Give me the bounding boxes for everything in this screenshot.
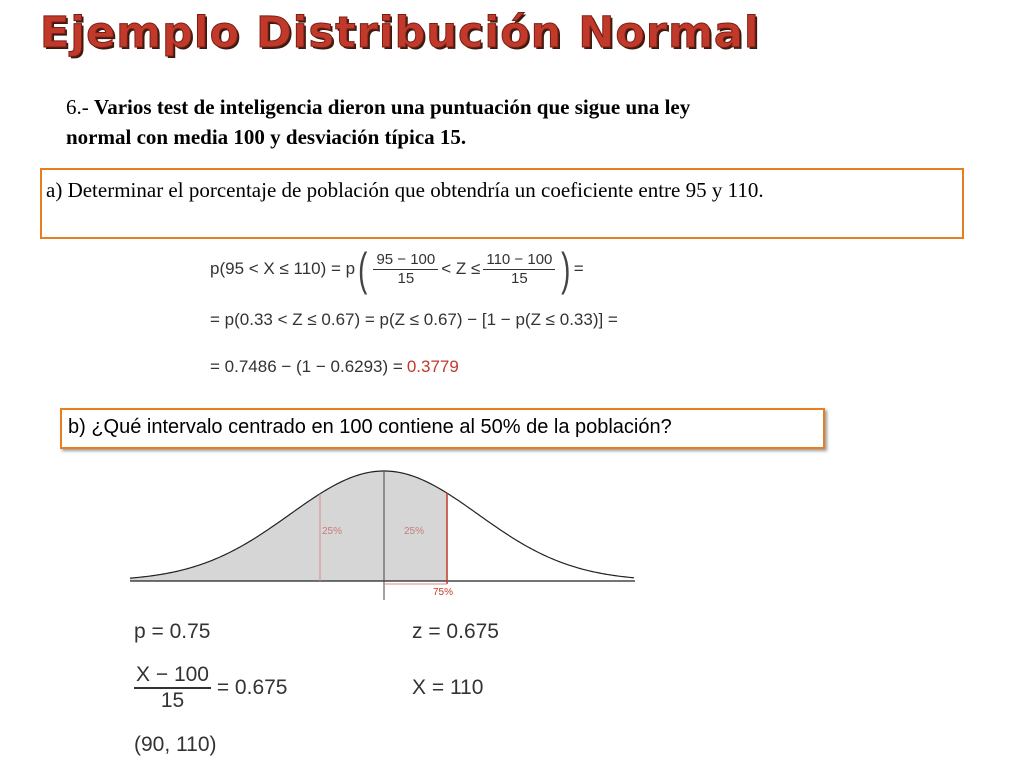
result-x-equation [134, 663, 287, 713]
eq1-end: = [573, 259, 584, 278]
problem-line-1: Varios test de inteligencia dieron una puntuación que sigue una ley [94, 95, 691, 119]
eq1-f2-num: 110 − 100 [483, 251, 555, 270]
shaded-area [130, 471, 447, 581]
eq1-fraction-2 [483, 251, 555, 288]
equation-line-2: = p(0.33 < Z ≤ 0.67) = p(Z ≤ 0.67) − [1 − p(Z ≤ 0.33)] = [210, 310, 618, 329]
eq1-f1-den: 15 [397, 269, 415, 287]
problem-line-2: normal con media 100 y desviación típica 15. [66, 125, 467, 149]
result-interval: (90, 110) [134, 733, 217, 756]
normal-curve-diagram [130, 462, 640, 602]
question-b-text: b) ¿Qué intervalo centrado en 100 contiene al 50% de la población? [68, 416, 672, 438]
result-p: p = 0.75 [134, 620, 211, 643]
equation-line-1 [210, 243, 584, 295]
eq3-result: 0.3779 [406, 357, 459, 376]
result-x-eq: = 0.675 [216, 676, 288, 699]
eq1-fraction-1 [373, 251, 438, 288]
question-a-box [40, 168, 964, 239]
eq1-open-paren: ( [358, 243, 368, 295]
problem-statement [66, 92, 946, 152]
label-left-25: 25% [322, 526, 343, 537]
eq1-f2-den: 15 [511, 269, 528, 287]
eq1-mid: < Z ≤ [441, 259, 481, 278]
page-title: Ejemplo Distribución Normal [40, 8, 760, 58]
result-x-num: X − 100 [134, 663, 211, 689]
result-x-den: 15 [160, 689, 185, 712]
eq1-f1-num: 95 − 100 [373, 251, 438, 270]
label-right-25: 25% [404, 526, 425, 537]
problem-number: 6.- [66, 95, 94, 119]
equation-line-3 [210, 357, 459, 377]
result-z: z = 0.675 [412, 620, 499, 643]
eq1-lhs: p(95 < X ≤ 110) = p [210, 259, 356, 278]
result-x-value: X = 110 [412, 676, 484, 699]
eq3-main: = 0.7486 − (1 − 0.6293) = [210, 357, 403, 376]
question-b-box [60, 408, 825, 449]
label-below-75: 75% [433, 587, 454, 598]
eq1-close-paren: ) [561, 243, 571, 295]
question-a-text: a) Determinar el porcentaje de población que obtendría un coeficiente entre 95 y 110. [46, 178, 764, 202]
result-x-fraction [134, 663, 211, 713]
